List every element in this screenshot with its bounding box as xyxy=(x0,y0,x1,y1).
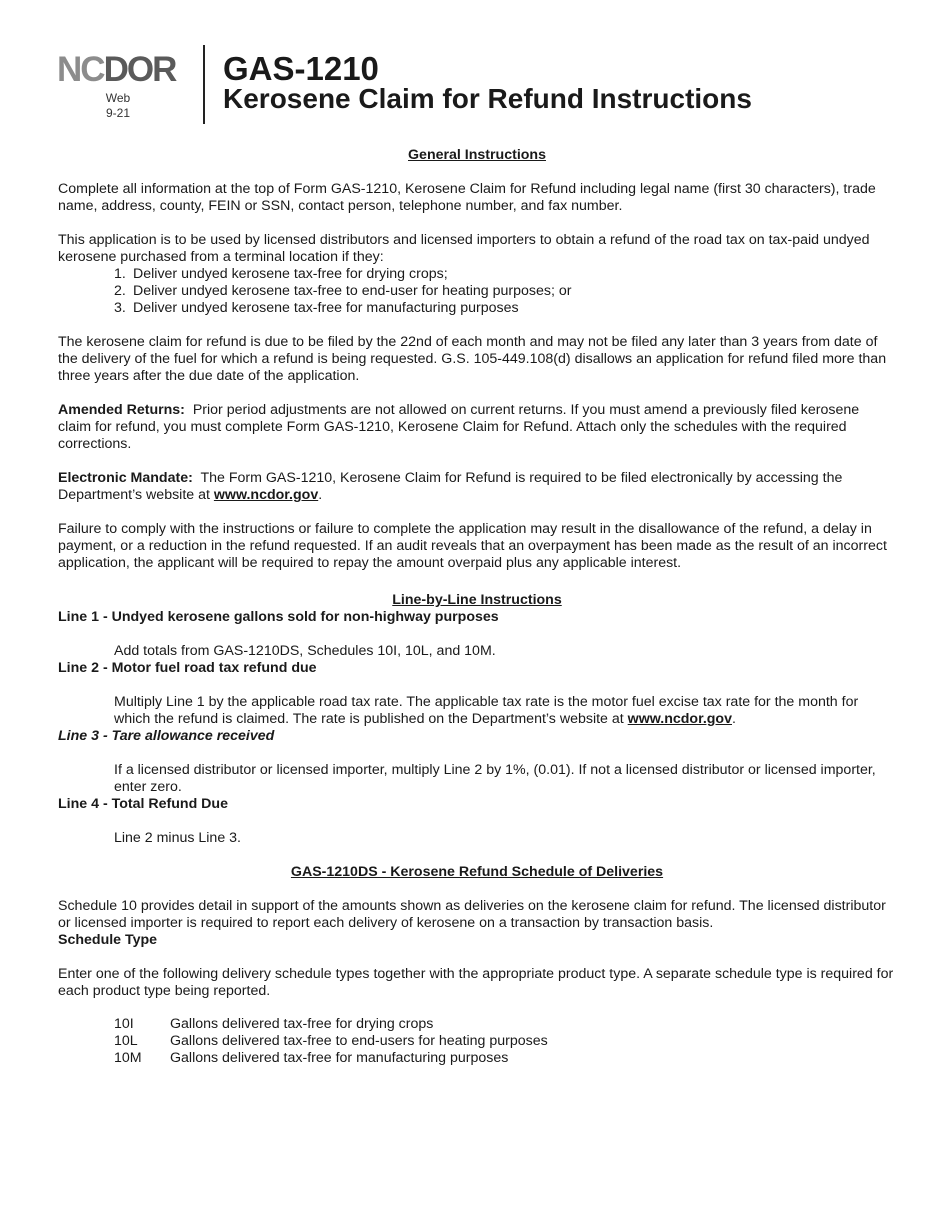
list-text: Deliver undyed kerosene tax-free for drying crops; xyxy=(133,266,448,282)
general-paragraph-2: This application is to be used by licensed distributors and licensed importers to obtain a refund of the road tax on tax-paid undyed kerosene purchased from a terminal location if they: xyxy=(58,232,870,265)
form-title: Kerosene Claim for Refund Instructions xyxy=(223,83,752,114)
line-1-heading: Line 1 - Undyed kerosene gallons sold for non-highway purposes xyxy=(58,609,499,625)
form-code: GAS-1210 xyxy=(223,50,379,87)
line-2-text: Multiply Line 1 by the applicable road tax rate. The applicable tax rate is the motor fuel excise tax rate for the month for which the refund is claimed. The rate is published on the Department’s website at xyxy=(114,694,859,727)
electronic-mandate-paragraph: Electronic Mandate: The Form GAS-1210, Kerosene Claim for Refund is required to be filed electronically by accessing the Department’s website at www.ncdor.gov. xyxy=(58,470,843,503)
list-text: Deliver undyed kerosene tax-free for manufacturing purposes xyxy=(133,300,519,316)
logo-version xyxy=(105,91,131,121)
line-2-paragraph: Multiply Line 1 by the applicable road tax rate. The applicable tax rate is the motor fuel excise tax rate for the month for which the refund is claimed. The rate is published on the Department’s website at www.ncdor.gov. xyxy=(114,694,859,727)
logo-dor: DOR xyxy=(103,50,176,89)
electronic-mandate-label: Electronic Mandate: xyxy=(58,470,193,486)
schedule-desc: Gallons delivered tax-free to end-users for heating purposes xyxy=(170,1033,548,1049)
line-2-heading: Line 2 - Motor fuel road tax refund due xyxy=(58,660,317,676)
ncdor-logo xyxy=(57,50,187,120)
list-item xyxy=(114,1033,896,1050)
line-4-text: Line 2 minus Line 3. xyxy=(114,830,241,846)
list-item xyxy=(114,1050,896,1067)
schedule-code: 10I xyxy=(114,1016,134,1032)
line-4-heading: Line 4 - Total Refund Due xyxy=(58,796,228,812)
logo-web-label: Web xyxy=(105,91,131,105)
list-number: 2. xyxy=(114,283,126,299)
general-paragraph-1: Complete all information at the top of Form GAS-1210, Kerosene Claim for Refund including legal name (first 30 characters), trade name, address, county, FEIN or SSN, contact person, telephone number, and fax number. xyxy=(58,181,876,214)
instructions-body xyxy=(58,147,896,1067)
electronic-mandate-text: The Form GAS-1210, Kerosene Claim for Refund is required to be filed electronically by accessing the Department’s website at xyxy=(58,470,843,503)
failure-to-comply-paragraph: Failure to comply with the instructions or failure to complete the application may result in the disallowance of the refund, a delay in payment, or a reduction in the refund requested. If an audit reveals that an overpayment has been made as the result of an incorrect application, the applicant will be required to repay the amount overpaid plus any applicable interest. xyxy=(58,521,887,571)
amended-returns-label: Amended Returns: xyxy=(58,402,185,418)
logo-version-date: 9-21 xyxy=(105,106,131,120)
list-item xyxy=(114,1016,896,1033)
list-item xyxy=(114,283,896,300)
logo-nc: NC xyxy=(57,50,104,89)
amended-returns-text: Prior period adjustments are not allowed on current returns. If you must amend a previously filed kerosene claim for refund, you must complete Form GAS-1210, Kerosene Claim for Refund. Attach only the schedules with the required corrections. xyxy=(58,402,860,452)
ncdor-website-link[interactable]: www.ncdor.gov xyxy=(213,487,319,503)
schedule-paragraph: Schedule 10 provides detail in support of the amounts shown as deliveries on the kerosene claim for refund. The licensed distributor or licensed importer is required to report each delivery of kerosene on a transaction by transaction basis. xyxy=(58,898,886,931)
line-3-heading: Line 3 - Tare allowance received xyxy=(58,728,275,744)
schedule-type-list xyxy=(114,1016,896,1067)
list-item xyxy=(114,300,896,317)
schedule-code: 10M xyxy=(114,1050,142,1066)
header-divider xyxy=(203,45,205,124)
list-number: 1. xyxy=(114,266,126,282)
general-paragraph-due-date: The kerosene claim for refund is due to be filed by the 22nd of each month and may not be filed any later than 3 years from date of the delivery of the fuel for which a refund is being requested. G.S. 105-449.108(d) disallows an application for refund filed more than three years after the due date of the application. xyxy=(58,334,887,384)
list-item xyxy=(114,266,896,283)
line-1-text: Add totals from GAS-1210DS, Schedules 10I, 10L, and 10M. xyxy=(114,643,496,659)
page-header xyxy=(57,45,917,125)
schedule-desc: Gallons delivered tax-free for manufacturing purposes xyxy=(170,1050,509,1066)
ncdor-rate-link[interactable]: www.ncdor.gov xyxy=(627,711,732,727)
schedule-code: 10L xyxy=(114,1033,138,1049)
line-by-line-heading: Line-by-Line Instructions xyxy=(392,592,562,608)
schedule-type-heading: Schedule Type xyxy=(58,932,158,948)
amended-returns-paragraph xyxy=(58,402,896,453)
general-instructions-heading: General Instructions xyxy=(408,147,546,163)
line-3-text: If a licensed distributor or licensed importer, multiply Line 2 by 1%, (0.01). If not a licensed distributor or licensed importer, enter zero. xyxy=(114,762,876,795)
list-text: Deliver undyed kerosene tax-free to end-user for heating purposes; or xyxy=(133,283,572,299)
eligibility-list xyxy=(114,266,896,317)
schedule-desc: Gallons delivered tax-free for drying crops xyxy=(170,1016,434,1032)
list-number: 3. xyxy=(114,300,126,316)
logo-wordmark xyxy=(57,50,187,89)
schedule-type-text: Enter one of the following delivery schedule types together with the appropriate product type. A separate schedule type is required for each product type being reported. xyxy=(58,966,894,999)
schedule-heading: GAS-1210DS - Kerosene Refund Schedule of Deliveries xyxy=(290,864,664,880)
